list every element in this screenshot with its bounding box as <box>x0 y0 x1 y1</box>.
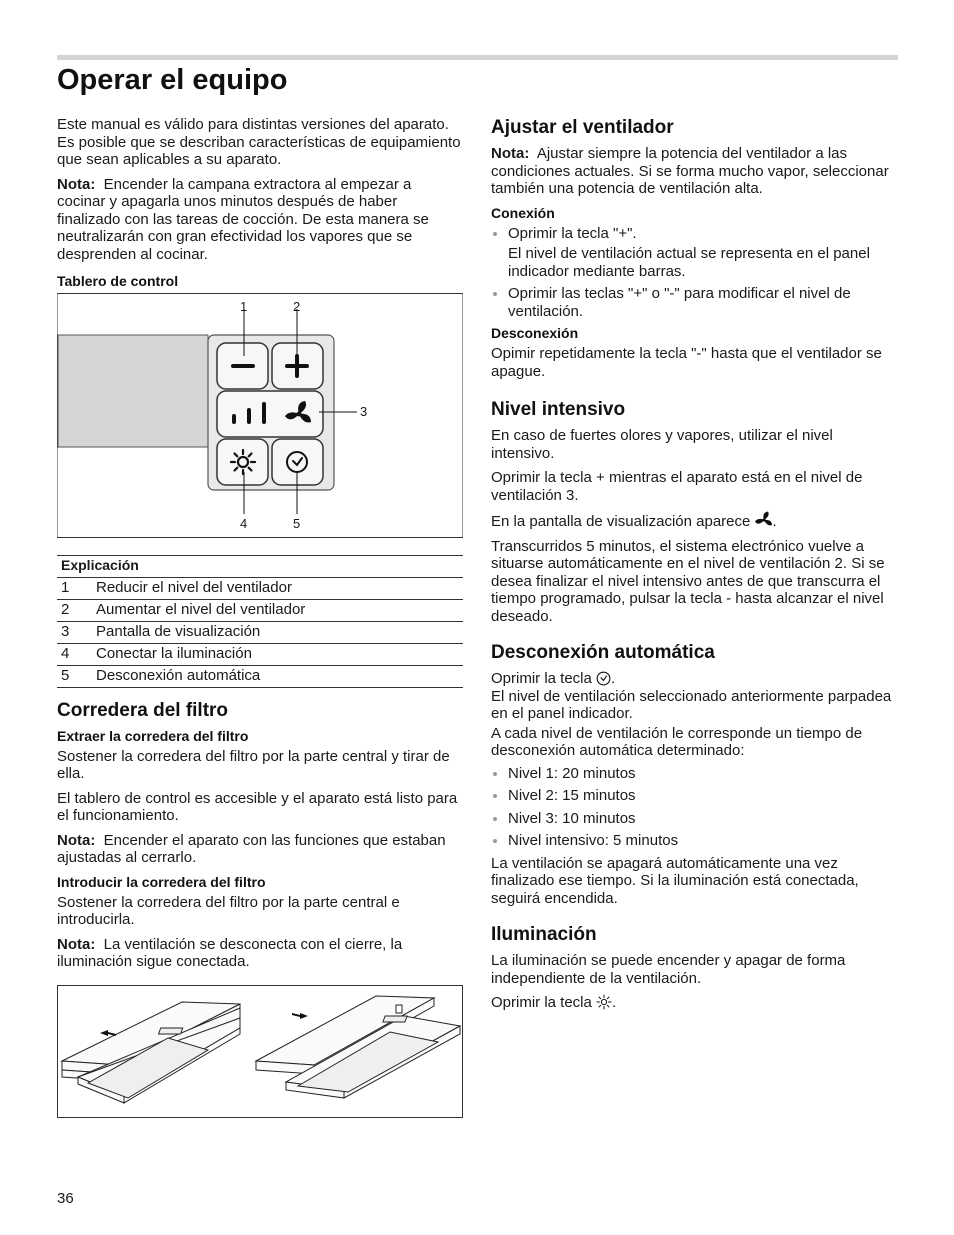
lighting-heading: Iluminación <box>491 924 597 945</box>
filter-slider-figure <box>57 985 463 1118</box>
intensive-text: En la pantalla de visualización aparece <box>491 513 751 530</box>
legend-heading: Explicación <box>57 556 463 578</box>
intensive-paragraph-2: Oprimir la tecla + mientras el aparato está en el nivel de ventilación 3. <box>491 469 863 504</box>
nota-paragraph <box>57 176 463 264</box>
page-number: 36 <box>57 1190 74 1207</box>
intensive-paragraph-1: En caso de fuertes olores y vapores, utilizar el nivel intensivo. <box>491 427 833 462</box>
right-column <box>491 116 898 1019</box>
legend-text: Pantalla de visualización <box>96 623 261 641</box>
nota-label: Nota: <box>57 175 96 193</box>
nota-text: Encender la campana extractora al empezar a cocinar y apagarla unos minutos después de haber finalizado con las tareas de cocción. De esta manera se neutralizarán con gran efectividad los vapores que se desprenden al cocinar. <box>57 175 429 263</box>
nota-text: Encender el aparato con las funciones que estaban ajustadas al cerrarlo. <box>57 831 446 866</box>
intro-paragraph: Este manual es válido para distintas versiones del aparato. Es posible que se describan características de equipamiento que sean aplicables a su aparato. <box>57 116 461 168</box>
list-item <box>491 225 898 281</box>
nota-paragraph <box>491 145 898 198</box>
intensive-heading: Nivel intensivo <box>491 399 626 420</box>
legend-text: Reducir el nivel del ventilador <box>96 579 292 597</box>
insert-heading: Introducir la corredera del filtro <box>57 873 266 890</box>
list-item: Nivel 3: 10 minutos <box>491 810 898 828</box>
control-panel-heading: Tablero de control <box>57 273 179 289</box>
auto-off-heading: Desconexión automática <box>491 642 715 663</box>
list-item-text: Oprimir la tecla "+". <box>508 224 637 242</box>
nota-text: La ventilación se desconecta con el cierre, la iluminación sigue conectada. <box>57 935 403 970</box>
nota-label: Nota: <box>491 145 530 162</box>
auto-paragraph-2: A cada nivel de ventilación le corresponde un tiempo de desconexión automática determinado: <box>491 724 863 759</box>
callout-1: 1 <box>240 299 248 314</box>
lighting-text: . <box>612 994 617 1011</box>
light-icon <box>596 994 612 1010</box>
table-row <box>57 644 463 666</box>
legend-num: 3 <box>61 623 70 641</box>
table-row <box>57 666 463 688</box>
extract-heading: Extraer la corredera del filtro <box>57 727 249 744</box>
extract-paragraph-1: Sostener la corredera del filtro por la parte central y tirar de ella. <box>57 747 450 782</box>
legend-text: Desconexión automática <box>96 667 261 685</box>
list-item: Nivel intensivo: 5 minutos <box>491 832 898 850</box>
legend-num: 2 <box>61 601 70 619</box>
callout-2: 2 <box>293 299 301 314</box>
extract-paragraph-2: El tablero de control es accesible y el aparato está listo para el funcionamiento. <box>57 789 458 824</box>
off-heading: Desconexión <box>491 325 579 341</box>
intensive-paragraph-4: Transcurridos 5 minutos, el sistema electrónico vuelve a situarse automáticamente en el nivel de ventilación 2. Si se desea finalizar el nivel intensivo antes de que transcurra el tiempo programado, pulsar la tecla - hasta alcanzar el nivel deseado. <box>491 537 885 625</box>
legend-table <box>57 555 463 688</box>
auto-text: El nivel de ventilación seleccionado anteriormente parpadea en el panel indicador. <box>491 687 892 722</box>
callout-3: 3 <box>360 404 368 419</box>
legend-text: Aumentar el nivel del ventilador <box>96 601 306 619</box>
timer-icon <box>596 671 611 686</box>
off-paragraph: Opimir repetidamente la tecla "-" hasta que el ventilador se apague. <box>491 345 882 380</box>
legend-num: 4 <box>61 645 70 663</box>
list-item-text: Oprimir las teclas "+" o "-" para modificar el nivel de ventilación. <box>508 285 851 320</box>
auto-text: . <box>611 670 616 687</box>
intensive-text: . <box>772 513 777 530</box>
legend-text: Conectar la iluminación <box>96 645 252 663</box>
fan-icon <box>755 511 773 529</box>
nota-text: Ajustar siempre la potencia del ventilador a las condiciones actuales. Si se forma mucho vapor, seleccionar también una potencia de ventilación alta. <box>491 145 889 197</box>
nota-paragraph <box>57 936 463 971</box>
auto-levels-list <box>491 765 898 850</box>
auto-paragraph-3: La ventilación se apagará automáticamente una vez finalizado ese tiempo. Si la iluminación está conectada, seguirá encendida. <box>491 854 859 907</box>
nota-label: Nota: <box>57 935 96 953</box>
page-title: Operar el equipo <box>57 64 288 96</box>
auto-text: Oprimir la tecla <box>491 670 592 687</box>
list-item: Nivel 2: 15 minutos <box>491 787 898 805</box>
control-panel-drawing <box>57 294 463 537</box>
lighting-text: Oprimir la tecla <box>491 994 592 1011</box>
insert-paragraph: Sostener la corredera del filtro por la parte central e introducirla. <box>57 893 400 928</box>
table-row <box>57 578 463 600</box>
intensive-paragraph-3 <box>491 511 898 531</box>
fan-adjust-heading: Ajustar el ventilador <box>491 117 674 138</box>
nota-label: Nota: <box>57 831 96 849</box>
table-row <box>57 600 463 622</box>
lighting-paragraph-2 <box>491 994 898 1012</box>
auto-paragraph-1 <box>491 670 898 723</box>
legend-num: 1 <box>61 579 70 597</box>
filter-slider-drawing <box>58 986 462 1117</box>
left-column <box>57 116 463 1118</box>
nota-paragraph <box>57 832 463 867</box>
filter-slider-heading: Corredera del filtro <box>57 699 229 721</box>
table-row <box>57 622 463 644</box>
on-heading: Conexión <box>491 204 555 221</box>
list-item: Nivel 1: 20 minutos <box>491 765 898 783</box>
legend-num: 5 <box>61 667 70 685</box>
header-rule <box>57 55 898 60</box>
control-panel-figure <box>57 293 463 538</box>
on-steps-list <box>491 225 898 321</box>
callout-4: 4 <box>240 516 248 531</box>
list-item <box>491 285 898 320</box>
callout-5: 5 <box>293 516 301 531</box>
list-item-subtext: El nivel de ventilación actual se representa en el panel indicador mediante barras. <box>508 245 870 280</box>
lighting-paragraph-1: La iluminación se puede encender y apagar de forma independiente de la ventilación. <box>491 952 846 987</box>
